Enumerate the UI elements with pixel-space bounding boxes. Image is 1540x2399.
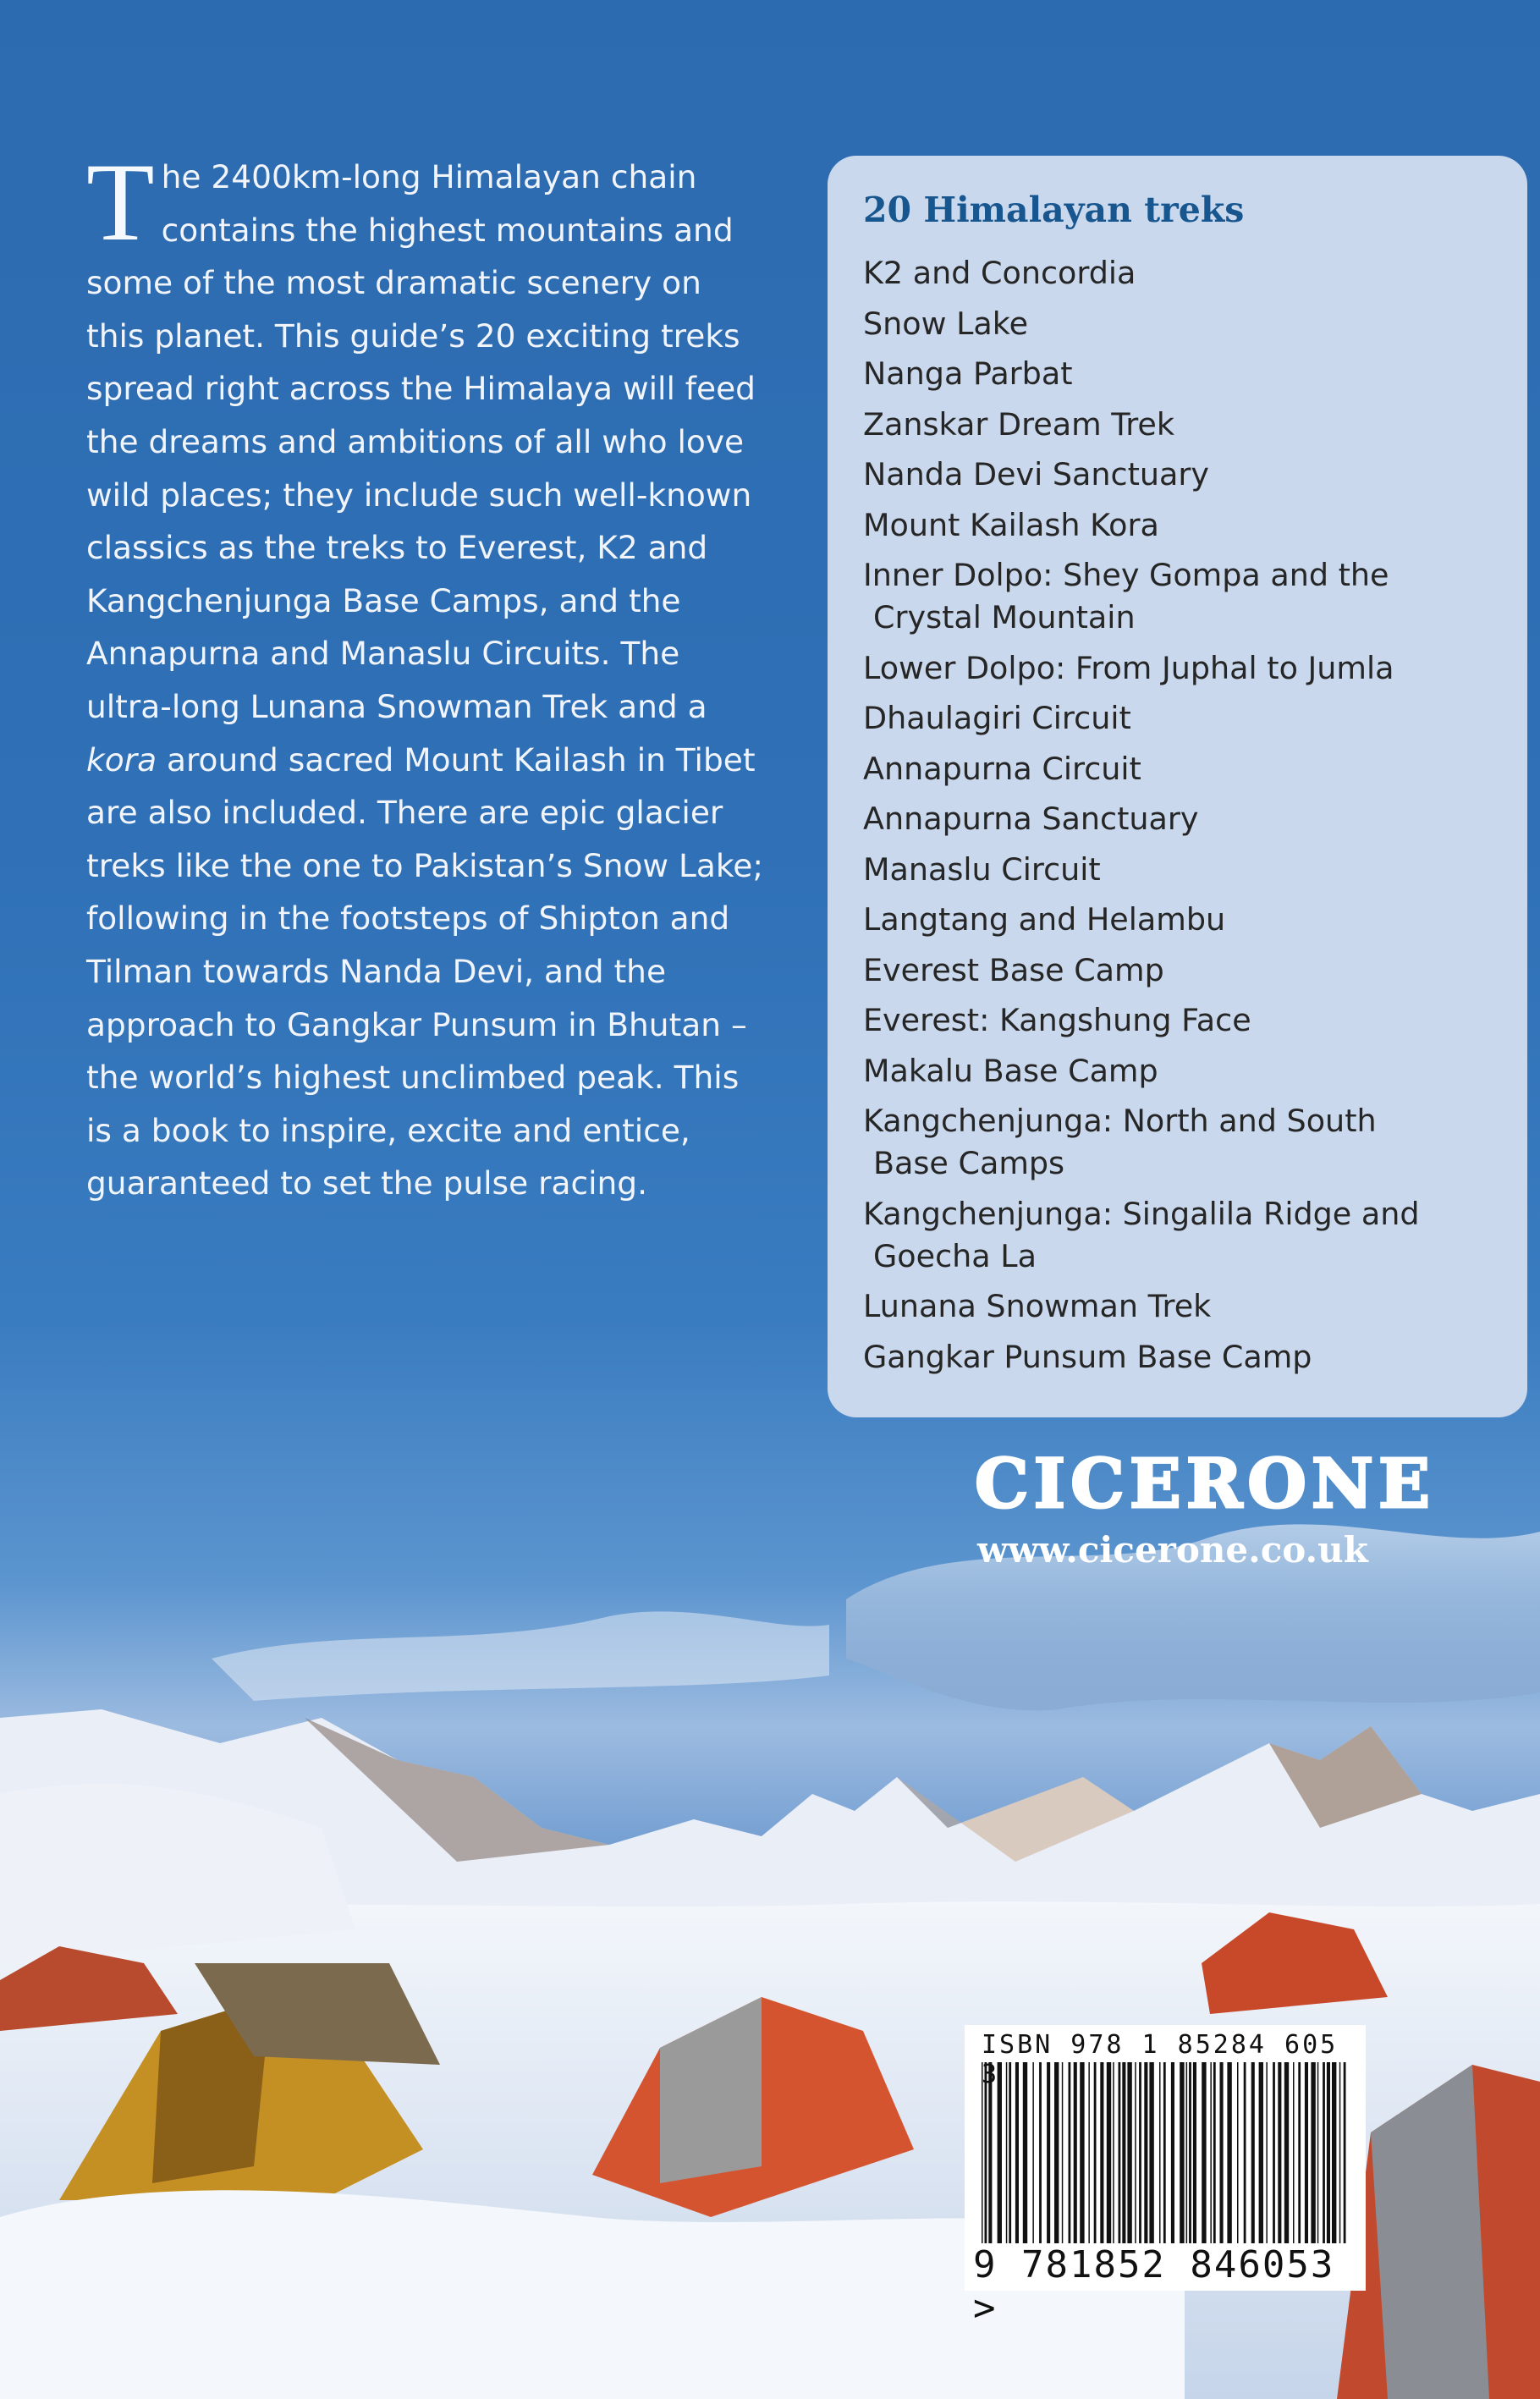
- barcode-bar: [1159, 2062, 1161, 2243]
- barcode-bar: [1193, 2062, 1196, 2243]
- trek-item-line: Snow Lake: [863, 305, 1029, 342]
- barcode-bar: [985, 2062, 987, 2243]
- barcode-bar: [1163, 2062, 1166, 2243]
- barcode-bar: [1266, 2062, 1268, 2243]
- blurb-kora-italic: kora: [86, 740, 157, 779]
- barcode-bar: [1080, 2062, 1084, 2243]
- trek-item: [863, 1100, 1506, 1185]
- blurb-text-part-1: he 2400km-long Himalayan chain contains the highest mountains and some of the most dramatic scenery on this planet. This guide’s 20 exciting treks spread right across the Himalaya will feed the dreams and ambitions of all who love wild places; they include such well-known classics as the treks to Everest, K2 and Kangchenjunga Base Camps, and the Annapurna and Manaslu Circuits. The ultra-long Lunana Snowman Trek and a: [86, 158, 756, 725]
- trek-item: [863, 303, 1506, 345]
- trek-item: [863, 899, 1506, 941]
- trek-list: [863, 252, 1506, 1386]
- blurb-paragraph: [86, 140, 763, 1210]
- barcode-bar: [1094, 2062, 1097, 2243]
- barcode-bar: [1227, 2062, 1231, 2243]
- barcode-bar: [1186, 2062, 1188, 2243]
- barcode-bar: [1122, 2062, 1125, 2243]
- barcode-bar: [1317, 2062, 1319, 2243]
- panel-title: 20 Himalayan treks: [863, 190, 1245, 230]
- trek-item-line: Lunana Snowman Trek: [863, 1288, 1212, 1324]
- trek-item-line: Annapurna Sanctuary: [863, 801, 1199, 837]
- barcode-bar: [1047, 2062, 1050, 2243]
- barcode-bar: [1273, 2062, 1275, 2243]
- trek-item-line: Makalu Base Camp: [863, 1052, 1158, 1089]
- barcode-bar: [1244, 2062, 1246, 2243]
- barcode-bar: [1332, 2062, 1336, 2243]
- trek-item: [863, 999, 1506, 1042]
- trek-item: [863, 1336, 1506, 1378]
- barcode-bar: [1015, 2062, 1019, 2243]
- barcode-bar: [1284, 2062, 1289, 2243]
- isbn-barcode: [965, 2025, 1366, 2330]
- barcode-bar: [1323, 2062, 1325, 2243]
- trek-item-line-continued: Goecha La: [873, 1237, 1037, 1274]
- barcode-bar: [1006, 2062, 1008, 2243]
- trek-item-line: Annapurna Circuit: [863, 750, 1141, 787]
- trek-item: [863, 554, 1506, 639]
- trek-item-line: Zanskar Dream Trek: [863, 405, 1175, 443]
- barcode-bar: [1180, 2062, 1184, 2243]
- trek-item-line: Everest: Kangshung Face: [863, 1002, 1251, 1038]
- barcode-bar: [1062, 2062, 1064, 2243]
- barcode-bar: [1327, 2062, 1330, 2243]
- trek-item: [863, 353, 1506, 395]
- trek-item-line: Kangchenjunga: Singalila Ridge and: [863, 1195, 1420, 1232]
- trek-item-line: Nanga Parbat: [863, 355, 1073, 392]
- barcode-bar: [1237, 2062, 1239, 2243]
- barcode-bar: [1210, 2062, 1212, 2243]
- barcode-digits: 9 781852 846053 >: [973, 2243, 1335, 2330]
- trek-item-line-continued: Base Camps: [873, 1145, 1065, 1181]
- barcode-bar: [1074, 2062, 1077, 2243]
- barcode-bar: [1305, 2062, 1308, 2243]
- barcode-bar: [1278, 2062, 1281, 2243]
- trek-item: [863, 252, 1506, 294]
- barcode-bar: [1023, 2062, 1027, 2243]
- barcode-bar: [1088, 2062, 1090, 2243]
- barcode-bar: [1220, 2062, 1224, 2243]
- isbn-label: ISBN 978 1 85284 605: [982, 2030, 1339, 2060]
- barcode-bar: [1039, 2062, 1042, 2243]
- barcode-bar: [1339, 2062, 1341, 2243]
- trek-item: [863, 504, 1506, 547]
- barcode-bar: [998, 2062, 1002, 2243]
- trek-item-line: Dhaulagiri Circuit: [863, 700, 1131, 736]
- barcode-bar: [1189, 2062, 1191, 2243]
- barcode-bar: [1311, 2062, 1315, 2243]
- drop-cap: T: [86, 140, 155, 264]
- trek-item: [863, 748, 1506, 790]
- barcode-bar: [988, 2062, 992, 2243]
- cicerone-logo: CICERONE: [975, 1444, 1436, 1523]
- trek-item: [863, 1285, 1506, 1328]
- barcode-bar: [1213, 2062, 1216, 2243]
- blurb-text-part-2: around sacred Mount Kailash in Tibet are also included. There are epic glacier treks like the one to Pakistan’s Snow Lake; following in the footsteps of Shipton and Tilman towards Nanda Devi, and the approach to Gangkar Punsum in Bhutan – the world’s highest unclimbed peak. This is a book to inspire, excite and entice, guaranteed to set the pulse racing.: [86, 740, 763, 1202]
- barcode-bar: [1251, 2062, 1255, 2243]
- trek-item: [863, 697, 1506, 740]
- trek-item-line: Gangkar Punsum Base Camp: [863, 1338, 1312, 1375]
- trek-item: [863, 849, 1506, 891]
- trek-item-line: Mount Kailash Kora: [863, 506, 1159, 543]
- barcode-bar: [1119, 2062, 1121, 2243]
- barcode-bar: [1069, 2062, 1071, 2243]
- trek-item-line: Everest Base Camp: [863, 951, 1164, 988]
- barcode-bar: [1107, 2062, 1111, 2243]
- barcode-bar: [1139, 2062, 1141, 2243]
- trek-item: [863, 404, 1506, 446]
- barcode-bar: [1009, 2062, 1011, 2243]
- barcode-bar: [1135, 2062, 1136, 2243]
- trek-item-line-continued: Crystal Mountain: [873, 599, 1136, 636]
- publisher-url: www.cicerone.co.uk: [977, 1529, 1368, 1571]
- barcode-bar: [1100, 2062, 1103, 2243]
- barcode-bar: [1171, 2062, 1174, 2243]
- barcode-bar: [1144, 2062, 1147, 2243]
- trek-item: [863, 1193, 1506, 1278]
- trek-item-line: K2 and Concordia: [863, 255, 1136, 291]
- barcode-bar: [1054, 2062, 1059, 2243]
- barcode-bar: [1259, 2062, 1263, 2243]
- trek-item-line: Inner Dolpo: Shey Gompa and the: [863, 557, 1389, 593]
- trek-item: [863, 647, 1506, 690]
- trek-item: [863, 1050, 1506, 1092]
- trek-item: [863, 798, 1506, 840]
- barcode-bar: [1293, 2062, 1295, 2243]
- barcode-bars: [978, 2062, 1350, 2243]
- trek-item-line: Nanda Devi Sanctuary: [863, 456, 1210, 492]
- barcode-bar: [1202, 2062, 1206, 2243]
- trek-item-line: Kangchenjunga: North and South: [863, 1103, 1377, 1139]
- trek-item-line: Manaslu Circuit: [863, 850, 1101, 888]
- trek-item: [863, 949, 1506, 992]
- barcode-bar: [982, 2062, 983, 2243]
- trek-list-panel: [828, 156, 1527, 1417]
- barcode-bar: [1032, 2062, 1034, 2243]
- barcode-bar: [1149, 2062, 1153, 2243]
- trek-item-line: Lower Dolpo: From Juphal to Jumla: [863, 649, 1394, 686]
- barcode-bar: [1113, 2062, 1114, 2243]
- barcode-bar: [1344, 2062, 1346, 2243]
- trek-item: [863, 454, 1506, 496]
- trek-item-line: Langtang and Helambu: [863, 901, 1226, 938]
- barcode-bar: [1298, 2062, 1301, 2243]
- barcode-bar: [1127, 2062, 1131, 2243]
